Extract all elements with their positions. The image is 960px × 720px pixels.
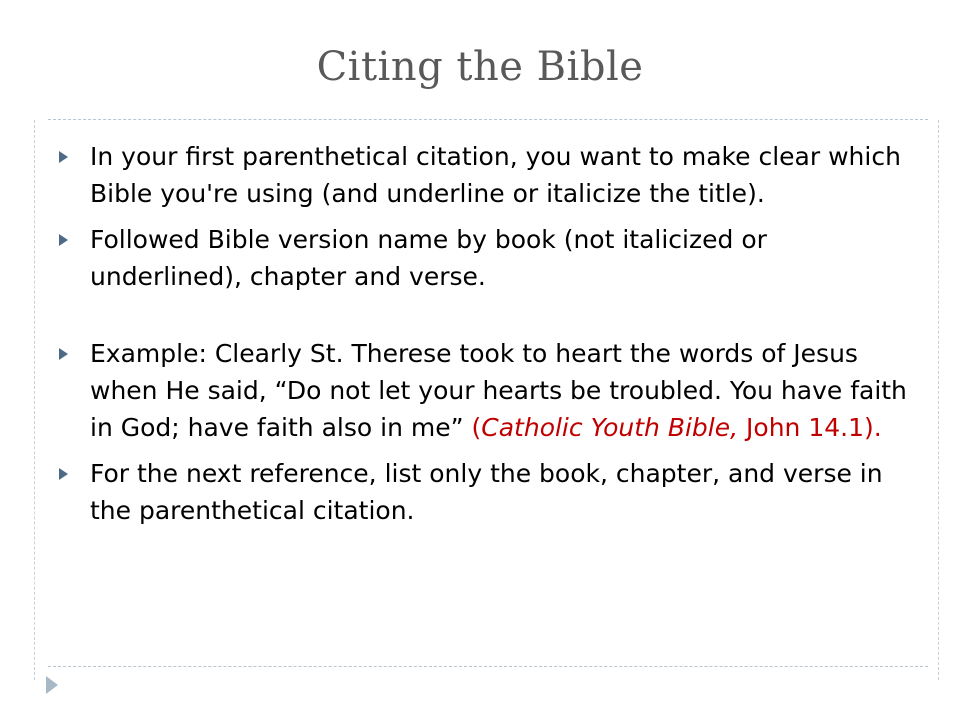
triangle-right-icon — [59, 348, 68, 360]
triangle-right-icon — [59, 151, 68, 163]
bullet-text: Example: Clearly St. Therese took to heart the words of Jesus when He said, “Do not let your hearts be troubled. You have faith in God; have faith also in me” — [90, 339, 907, 442]
bullet-text: In your first parenthetical citation, you want to make clear which Bible you're using (and underline or italicize the title). — [90, 142, 901, 208]
slide-title: Citing the Bible — [316, 44, 644, 90]
top-divider — [48, 119, 928, 120]
bullet-text: For the next reference, list only the book, chapter, and verse in the parenthetical citation. — [90, 459, 883, 525]
right-divider — [938, 120, 939, 680]
bullet-item — [56, 138, 922, 212]
bullet-item — [56, 221, 922, 295]
bottom-divider — [48, 666, 928, 667]
bullet-item — [56, 455, 922, 529]
citation-reference: John 14.1). — [738, 413, 882, 442]
bullet-text: Followed Bible version name by book (not italicized or underlined), chapter and verse. — [90, 225, 767, 291]
triangle-right-icon — [59, 234, 68, 246]
left-divider — [34, 120, 35, 680]
footer-triangle-icon — [46, 676, 58, 694]
bullet-item — [56, 335, 922, 446]
bullet-list — [56, 138, 922, 538]
citation-open: ( — [463, 413, 482, 442]
citation-title: Catholic Youth Bible, — [481, 413, 739, 442]
triangle-right-icon — [59, 468, 68, 480]
